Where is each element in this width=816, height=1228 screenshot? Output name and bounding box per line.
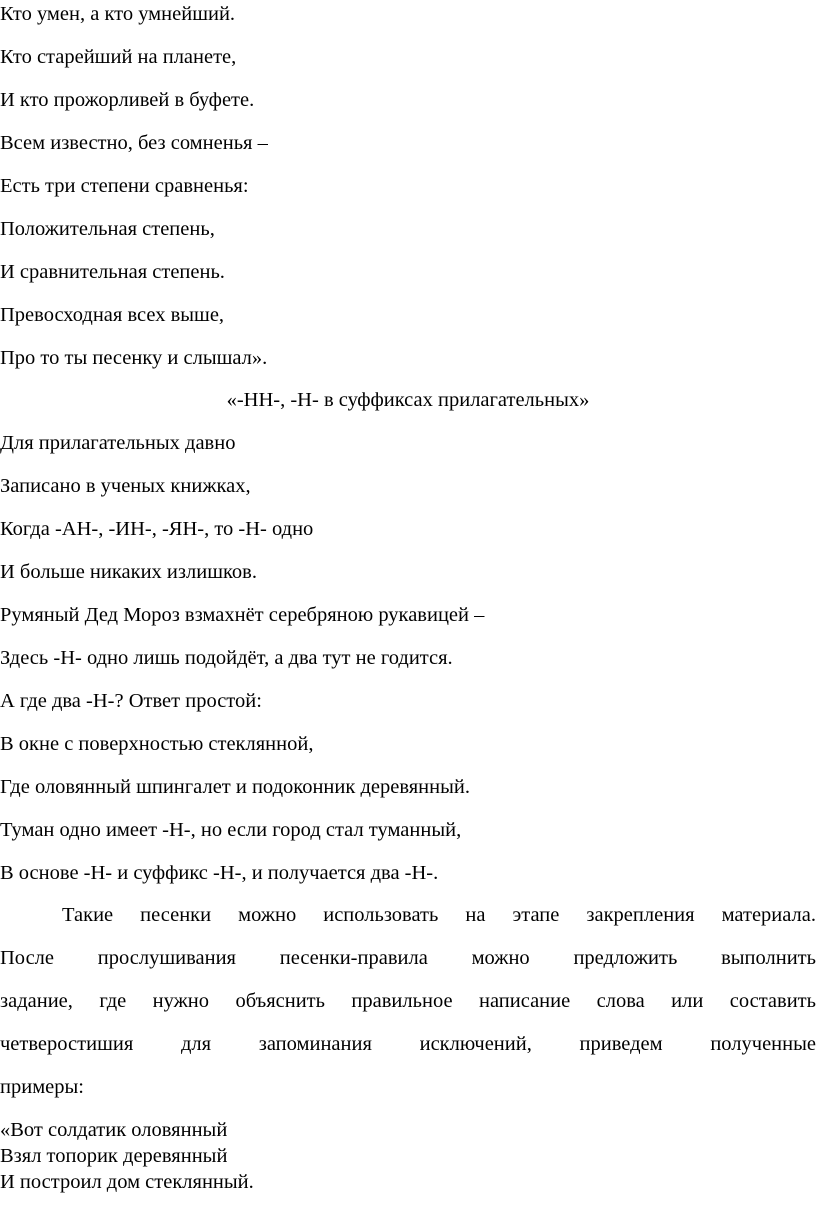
poem2-line-2: Записано в ученых книжках, [0,475,251,497]
poem2-line-9: Где оловянный шпингалет и подоконник деревянный. [0,776,470,798]
song-title: «-НН-, -Н- в суффиксах прилагательных» [226,389,590,411]
poem2-line-4: И больше никаких излишков. [0,561,257,583]
poem2-line-8: В окне с поверхностью стеклянной, [0,733,314,755]
poem2-line-10: Туман одно имеет -Н-, но если город стал туманный, [0,819,462,841]
poem2-line-3: Когда -АН-, -ИН-, -ЯН-, то -Н- одно [0,518,314,540]
paragraph-line-1: Такие песенки можно использовать на этапе закрепления материала. [62,904,816,926]
poem2-line-1: Для прилагательных давно [0,432,236,454]
poem3-line-1: «Вот солдатик оловянный [0,1119,228,1141]
poem1-line-4: Всем известно, без сомненья – [0,132,268,154]
poem2-line-11: В основе -Н- и суффикс -Н-, и получается два -Н-. [0,862,439,884]
poem1-line-6: Положительная степень, [0,218,215,240]
paragraph-line-5: примеры: [0,1076,84,1098]
poem1-line-9: Про то ты песенку и слышал». [0,347,268,369]
poem1-line-7: И сравнительная степень. [0,261,225,283]
poem1-line-1: Кто умен, а кто умнейший. [0,3,236,25]
paragraph-line-3: задание, где нужно объяснить правильное написание слова или составить [0,990,816,1012]
poem2-line-5: Румяный Дед Мороз взмахнёт серебряною рукавицей – [0,604,485,626]
paragraph-line-2: После прослушивания песенки-правила можно предложить выполнить [0,947,816,969]
poem1-line-8: Превосходная всех выше, [0,304,225,326]
poem2-line-7: А где два -Н-? Ответ простой: [0,690,262,712]
poem1-line-5: Есть три степени сравненья: [0,175,249,197]
poem1-line-3: И кто прожорливей в буфете. [0,89,255,111]
paragraph-line-4: четверостишия для запоминания исключений, приведем полученные [0,1033,816,1055]
poem2-line-6: Здесь -Н- одно лишь подойдёт, а два тут не годится. [0,647,453,669]
poem3-line-3: И построил дом стеклянный. [0,1171,254,1193]
poem1-line-2: Кто старейший на планете, [0,46,237,68]
poem3-line-2: Взял топорик деревянный [0,1145,228,1167]
